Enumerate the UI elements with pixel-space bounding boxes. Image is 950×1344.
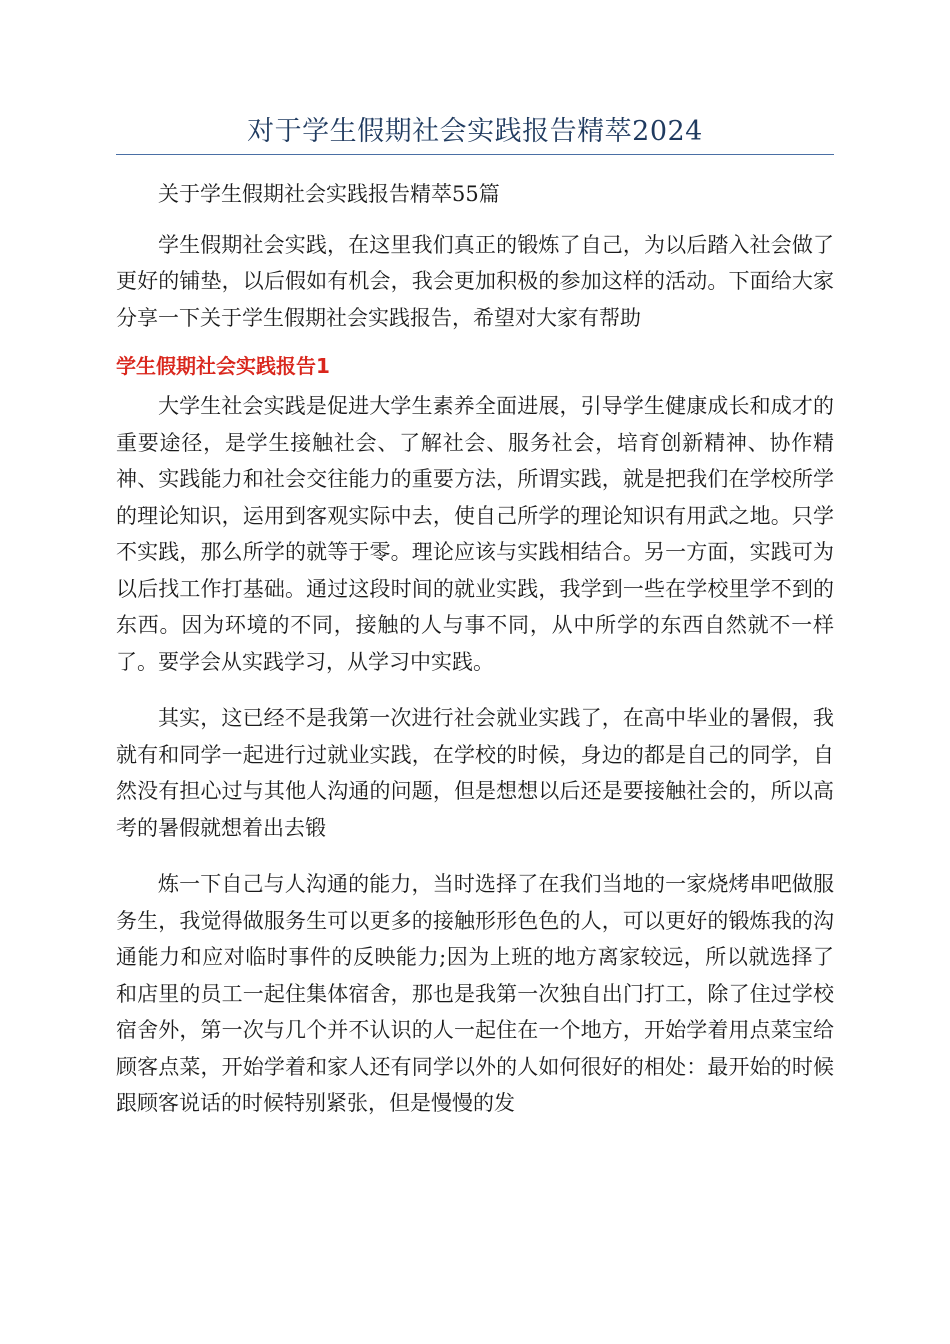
document-subtitle: 关于学生假期社会实践报告精萃55篇 — [158, 182, 500, 206]
document-body — [116, 176, 834, 1122]
body-paragraph-1: 大学生社会实践是促进大学生素养全面进展，引导学生健康成长和成才的重要途径，是学生接触社会、了解社会、服务社会，培育创新精神、协作精神、实践能力和社会交往能力的重要方法，所谓实践，就是把我们在学校所学的理论知识，运用到客观实际中去，使自己所学的理论知识有用武之地。只学不实践，那么所学的就等于零。理论应该与实践相结合。另一方面，实践可为以后找工作打基础。通过这段时间的就业实践，我学到一些在学校里学不到的东西。因为环境的不同，接触的人与事不同，从中所学的东西自然就不一样了。要学会从实践学习，从学习中实践。 — [116, 394, 834, 674]
section-heading: 学生假期社会实践报告1 — [116, 354, 330, 378]
body-paragraph-2: 其实，这已经不是我第一次进行社会就业实践了，在高中毕业的暑假，我就有和同学一起进行过就业实践，在学校的时候，身边的都是自己的同学，自然没有担心过与其他人沟通的问题，但是想想以后还是要接触社会的，所以高考的暑假就想着出去锻 — [116, 706, 834, 840]
document-title: 对于学生假期社会实践报告精萃2024 — [247, 116, 703, 147]
intro-paragraph: 学生假期社会实践，在这里我们真正的锻炼了自己，为以后踏入社会做了更好的铺垫，以后假如有机会，我会更加积极的参加这样的活动。下面给大家分享一下关于学生假期社会实践报告，希望对大家有帮助 — [116, 232, 834, 330]
title-underline — [116, 154, 834, 155]
body-paragraph-3: 炼一下自己与人沟通的能力，当时选择了在我们当地的一家烧烤串吧做服务生，我觉得做服务生可以更多的接触形形色色的人，可以更好的锻炼我的沟通能力和应对临时事件的反映能力;因为上班的地方离家较远，所以就选择了和店里的员工一起住集体宿舍，那也是我第一次独自出门打工，除了住过学校宿舍外，第一次与几个并不认识的人一起住在一个地方，开始学着用点菜宝给顾客点菜，开始学着和家人还有同学以外的人如何很好的相处：最开始的时候跟顾客说话的时候特别紧张，但是慢慢的发 — [116, 872, 834, 1115]
